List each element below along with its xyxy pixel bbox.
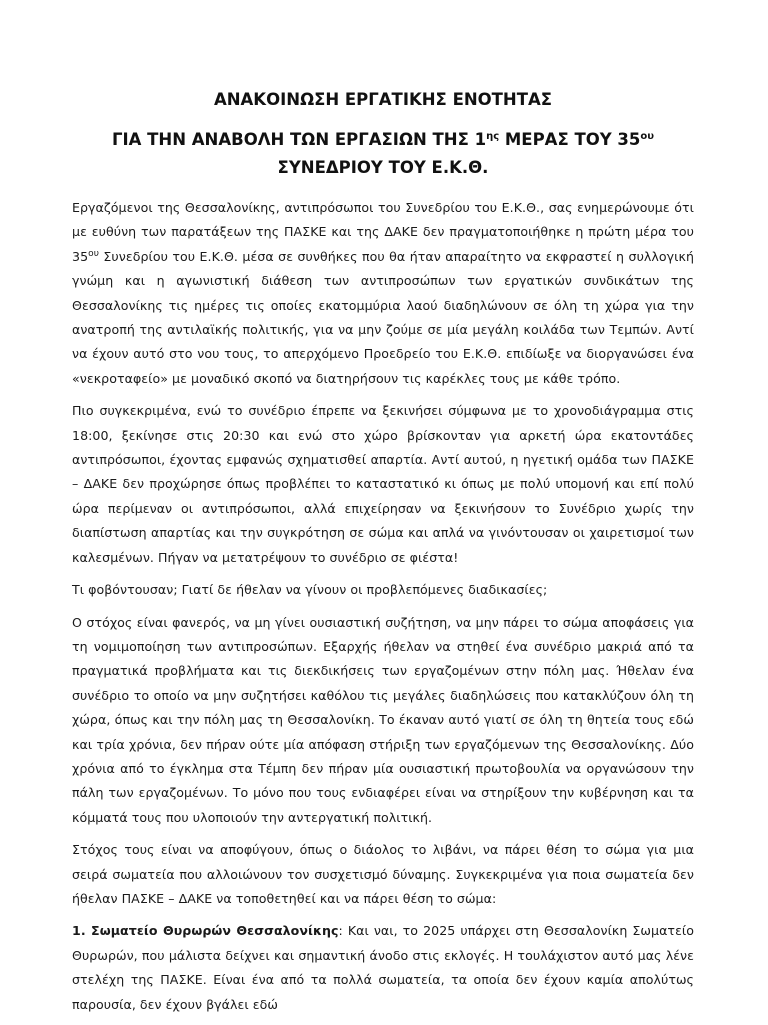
subtitle-superscript-1: ης [486, 130, 500, 142]
subtitle-part-3: ΣΥΝΕΔΡΙΟΥ ΤΟΥ Ε.Κ.Θ. [277, 158, 489, 177]
paragraph-intro-text-1: Εργαζόμενοι της Θεσσαλονίκης, αντιπρόσωποι του Συνεδρίου του Ε.Κ.Θ., σας ενημερώνουμε ότι με ευθύνη των παρατάξεων της ΠΑΣΚΕ και της ΔΑΚΕ δεν πραγματοποιήθηκε η πρώτη μέρα του 35 [72, 200, 694, 264]
paragraph-union-1 [72, 919, 694, 1017]
paragraph-intro [72, 196, 694, 391]
paragraph-schedule: Πιο συγκεκριμένα, ενώ το συνέδριο έπρεπε να ξεκινήσει σύμφωνα με το χρονοδιάγραμμα στις 18:00, ξεκίνησε στις 20:30 και ενώ στο χώρο βρίσκονταν για αρκετή ώρα εκατοντάδες αντιπρόσωποι, έχοντας εμφανώς σχηματισθεί απαρτία. Αντί αυτού, η ηγετική ομάδα των ΠΑΣΚΕ – ΔΑΚΕ δεν προχώρησε όπως προβλέπει το καταστατικό κι όπως με πολύ υπομονή και επί πολύ ώρα περίμεναν οι αντιπρόσωποι, αλλά επιχείρησαν να ξεκινήσουν το Συνέδριο χωρίς την διαπίστωση απαρτίας και την συγκρότηση σε σώμα και απλά να γινόντουσαν οι χαιρετισμοί των καλεσμένων. Πήγαν να μετατρέψουν το συνέδριο σε φιέστα! [72, 403, 694, 565]
union-1-heading: 1. Σωματείο Θυρωρών Θεσσαλονίκης [72, 923, 339, 939]
document-subtitle [72, 126, 694, 182]
paragraph-intro-superscript: ου [88, 248, 99, 259]
subtitle-part-2: ΜΕΡΑΣ ΤΟΥ 35 [499, 130, 641, 149]
paragraph-goal: Ο στόχος είναι φανερός, να μη γίνει ουσιαστική συζήτηση, να μην πάρει το σώμα αποφάσεις για τη νομιμοποίηση των αντιπροσώπων. Εξαρχής ήθελαν να στηθεί ένα συνέδριο μακριά από τα πραγματικά προβλήματα και τις διεκδικήσεις των εργαζομένων στην πόλη μας. Ήθελαν ένα συνέδριο το οποίο να μην συζητήσει καθόλου τις μεγάλες διαδηλώσεις που κατακλύζουν όλη τη χώρα, όπως και την πόλη μας τη Θεσσαλονίκη. Το έκαναν αυτό γιατί σε όλη τη θητεία τους εδώ και τρία χρόνια, δεν πήραν ούτε μία απόφαση στήριξη των εργαζόμενων της Θεσσαλονίκης. Δύο χρόνια από το έγκλημα στα Τέμπη δεν πήραν μία ουσιαστική πρωτοβουλία να οργανώσουν την πάλη των εργαζομένων. Το μόνο που τους ενδιαφέρει είναι να στηρίξουν την κυβέρνηση και τα κόμματά τους που υλοποιούν την αντεργατική πολιτική. [72, 614, 694, 825]
subtitle-part-1: ΓΙΑ ΤΗΝ ΑΝΑΒΟΛΗ ΤΩΝ ΕΡΓΑΣΙΩΝ ΤΗΣ 1 [111, 130, 487, 149]
paragraph-intro-text-2: Συνεδρίου του Ε.Κ.Θ. μέσα σε συνθήκες που θα ήταν απαραίτητο να εκφραστεί η συλλογική γνώμη και η αγωνιστική διάθεση των αντιπροσώπων των εργατικών συνδικάτων της Θεσσαλονίκης τις ημέρες τις οποίες εκατομμύρια λαού διαδηλώνουν σε όλη τη χώρα για την ανατροπή της αντιλαϊκής πολιτικής, για να μην ζούμε σε μία μεγάλη κοιλάδα των Τεμπών. Αντί να έχουν αυτό στο νου τους, το απερχόμενο Προεδρείο του Ε.Κ.Θ. επιδίωξε να διοργανώσει ένα «νεκροταφείο» με μοναδικό σκοπό να διατηρήσουν τις καρέκλες τους με κάθε τρόπο. [72, 248, 694, 386]
document-title: ΑΝΑΚΟΙΝΩΣΗ ΕΡΓΑΤΙΚΗΣ ΕΝΟΤΗΤΑΣ [213, 90, 553, 109]
paragraph-question: Τι φοβόντουσαν; Γιατί δε ήθελαν να γίνουν οι προβλεπόμενες διαδικασίες; [72, 582, 548, 598]
document-page [72, 88, 694, 1025]
union-1-text: : Και ναι, το 2025 υπάρχει στη Θεσσαλονίκη Σωματείο Θυρωρών, που μάλιστα δείχνει και σημαντική άνοδο στις εκλογές. Η τουλάχιστον αυτό μας λένε στελέχη της ΠΑΣΚΕ. Είναι ένα από τα πολλά σωματεία, τα οποία δεν έχουν καμία απολύτως παρουσία, δεν έχουν βγάλει εδώ [72, 923, 694, 1012]
subtitle-superscript-2: ου [640, 130, 655, 142]
paragraph-unions: Στόχος τους είναι να αποφύγουν, όπως ο διάολος το λιβάνι, να πάρει θέση το σώμα για μια σειρά σωματεία που αλλοιώνουν τον συσχετισμό δύναμης. Συγκεκριμένα για ποια σωματεία δεν ήθελαν ΠΑΣΚΕ – ΔΑΚΕ να τοποθετηθεί και να πάρει θέση το σώμα: [72, 842, 694, 906]
